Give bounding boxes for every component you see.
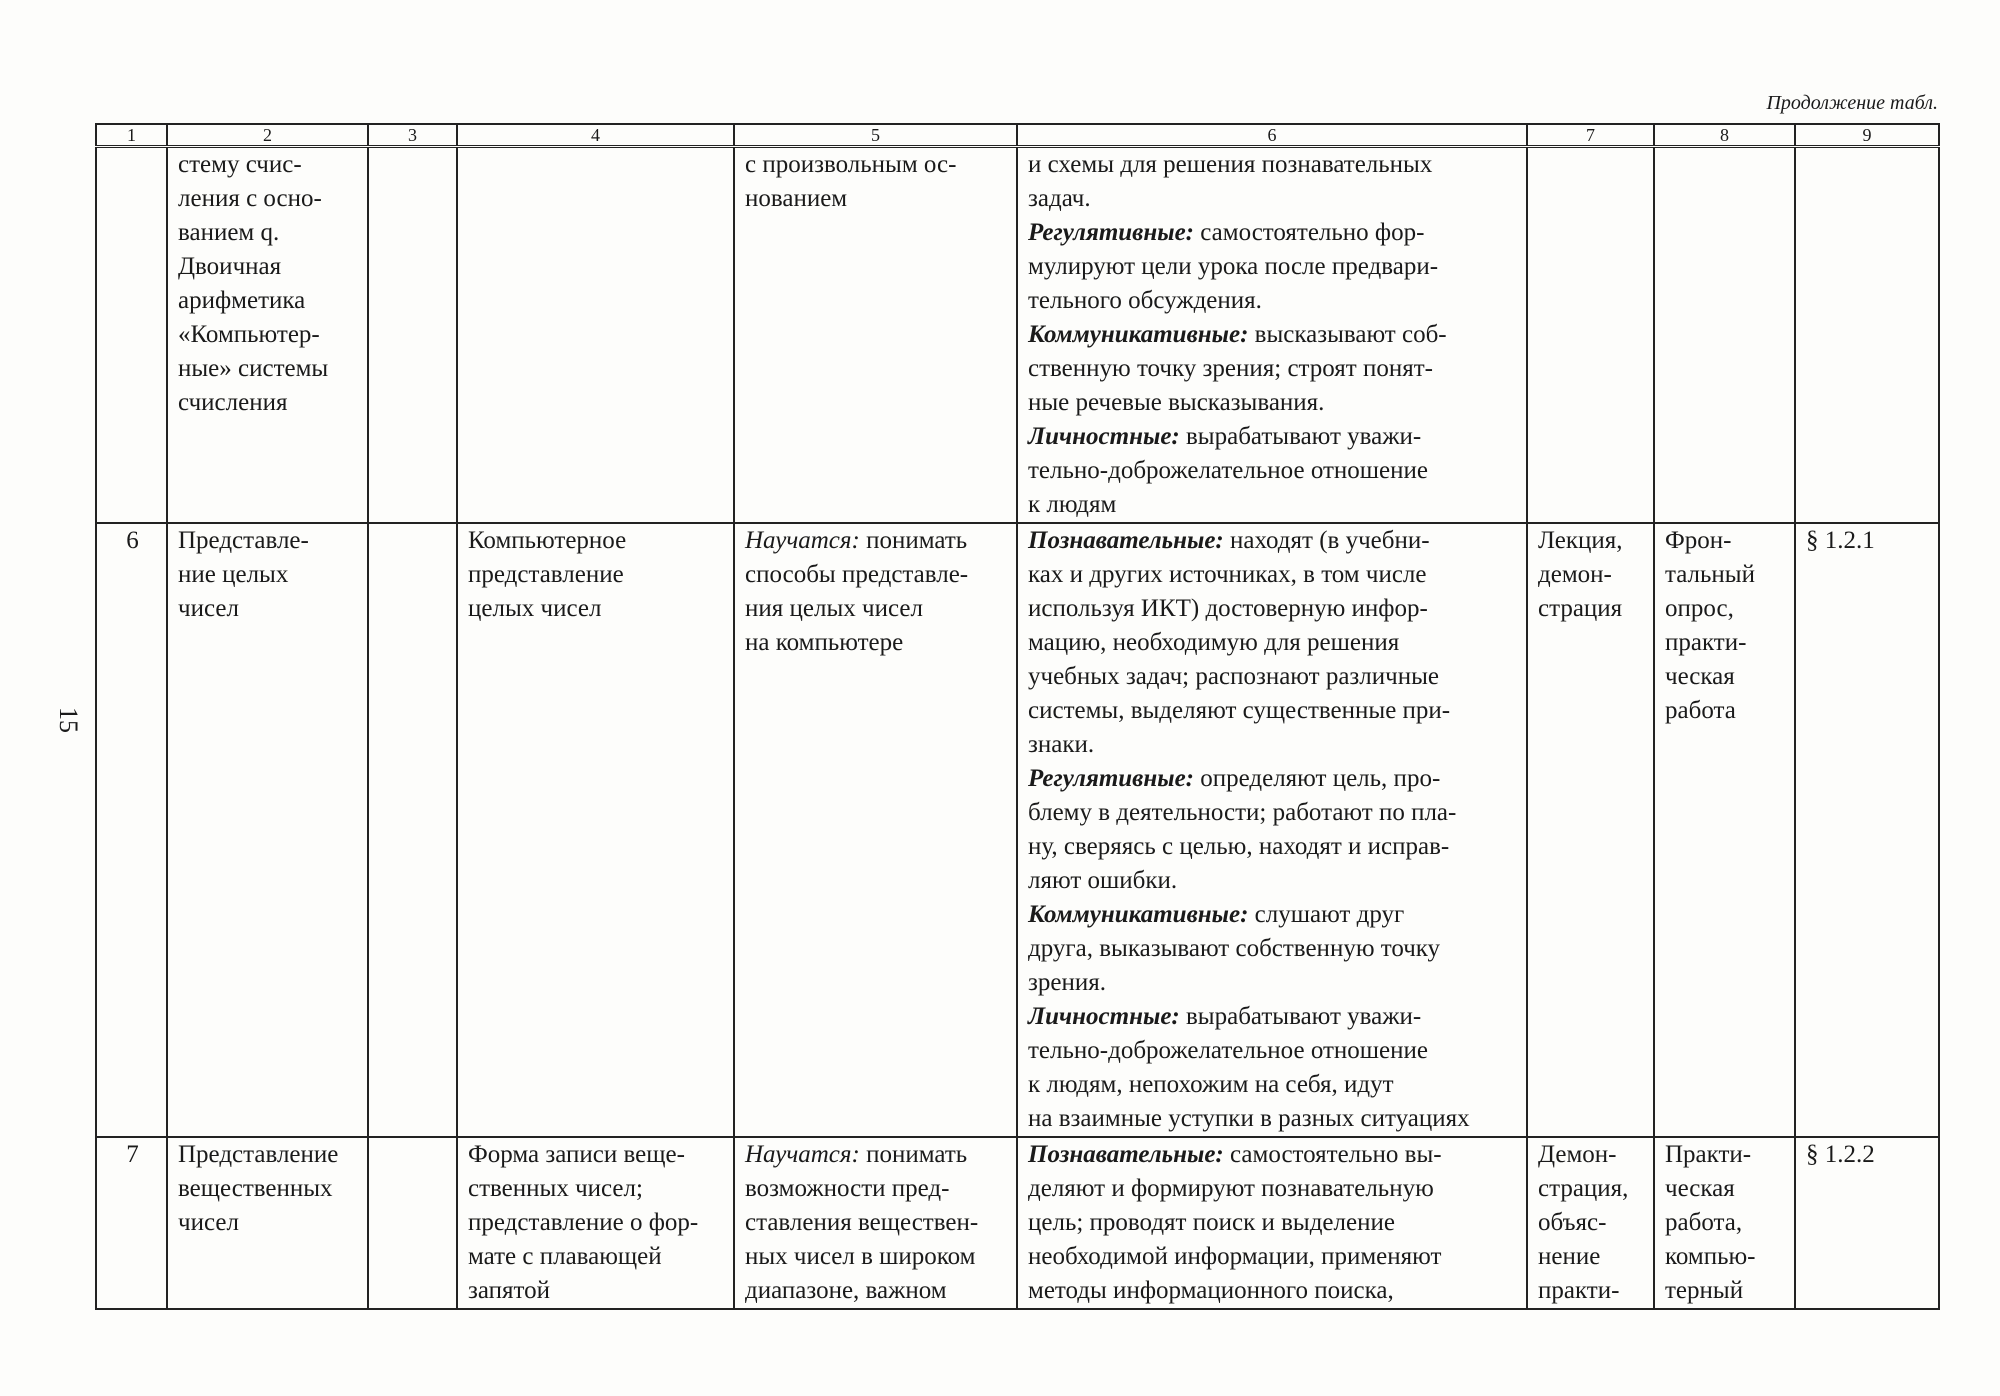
- uud-line: [1028, 386, 1518, 420]
- cell-text: и схемы для решения познавательных: [1028, 151, 1433, 178]
- cell-line: [468, 592, 725, 626]
- column-header: 3: [368, 124, 457, 147]
- cell-line: [1538, 592, 1645, 626]
- column-3-cell: [368, 147, 457, 524]
- uud-line: [1028, 694, 1518, 728]
- cell-text: компью-: [1665, 1243, 1756, 1270]
- cell-line: [1665, 1274, 1786, 1308]
- paragraph-ref: § 1.2.2: [1806, 1141, 1875, 1168]
- cell-text: на компьютере: [745, 629, 904, 656]
- cell-text: зрения.: [1028, 969, 1106, 996]
- cell-line: [468, 524, 725, 558]
- cell-line: [1538, 1206, 1645, 1240]
- cell-text: с произвольным ос-: [745, 151, 957, 178]
- cell-line: [1665, 1172, 1786, 1206]
- lesson-plan-table: [95, 123, 1940, 1310]
- content-cell: [457, 1137, 734, 1309]
- cell-line: [1538, 558, 1645, 592]
- cell-text: ные» системы: [178, 355, 329, 382]
- cell-line: [178, 1206, 359, 1240]
- cell-text: представление: [468, 561, 624, 588]
- cell-line: [468, 1138, 725, 1172]
- cell-line: [745, 592, 1008, 626]
- table-row: [96, 147, 1939, 524]
- lesson-type-cell: [1527, 147, 1654, 524]
- cell-line: [745, 626, 1008, 660]
- cell-text: учебных задач; распознают различные: [1028, 663, 1439, 690]
- column-header: 7: [1527, 124, 1654, 147]
- cell-line: [178, 1172, 359, 1206]
- cell-text: самостоятельно фор-: [1194, 219, 1425, 246]
- uud-line: [1028, 216, 1518, 250]
- content-cell: [457, 147, 734, 524]
- cell-line: [178, 1138, 359, 1172]
- cell-text: понимать: [859, 1141, 968, 1168]
- column-header: 6: [1017, 124, 1527, 147]
- cell-text: Представле-: [178, 527, 309, 554]
- uud-category-label: Личностные:: [1028, 423, 1180, 450]
- uud-line: [1028, 318, 1518, 352]
- table-header-row: [96, 124, 1939, 147]
- uud-line: [1028, 592, 1518, 626]
- cell-text: Компьютерное: [468, 527, 627, 554]
- cell-text: ну, сверяясь с целью, находят и исправ-: [1028, 833, 1450, 860]
- cell-text: ческая: [1665, 1175, 1735, 1202]
- cell-text: ные речевые высказывания.: [1028, 389, 1325, 416]
- cell-text: Форма записи веще-: [468, 1141, 685, 1168]
- uud-category-label: Познавательные:: [1028, 1141, 1224, 1168]
- column-header: 2: [167, 124, 368, 147]
- uud-line: [1028, 898, 1518, 932]
- cell-line: [178, 148, 359, 182]
- uud-line: [1028, 830, 1518, 864]
- cell-text: тальный: [1665, 561, 1755, 588]
- cell-text: самостоятельно вы-: [1223, 1141, 1442, 1168]
- cell-line: [1538, 1274, 1645, 1308]
- cell-line: [1665, 694, 1786, 728]
- uud-line: [1028, 1068, 1518, 1102]
- lesson-type-cell: [1527, 523, 1654, 1137]
- cell-text: стему счис-: [178, 151, 302, 178]
- learning-label: Научатся:: [745, 1141, 860, 1168]
- cell-text: тельно-доброжелательное отношение: [1028, 457, 1428, 484]
- cell-text: Демон-: [1538, 1141, 1617, 1168]
- cell-text: чисел: [178, 1209, 239, 1236]
- cell-text: понимать: [859, 527, 968, 554]
- uud-line: [1028, 1102, 1518, 1136]
- cell-line: [1538, 1240, 1645, 1274]
- cell-text: мулируют цели урока после предвари-: [1028, 253, 1439, 280]
- column-header: 5: [734, 124, 1017, 147]
- uud-line: [1028, 626, 1518, 660]
- subject-results-cell: [734, 1137, 1017, 1309]
- learning-label: Научатся:: [745, 527, 860, 554]
- uud-line: [1028, 1172, 1518, 1206]
- cell-text: ванием q.: [178, 219, 280, 246]
- cell-text: страция: [1538, 595, 1623, 622]
- cell-line: [468, 1172, 725, 1206]
- cell-text: мате с плавающей: [468, 1243, 662, 1270]
- uud-line: [1028, 182, 1518, 216]
- uud-line: [1028, 762, 1518, 796]
- uud-cell: [1017, 147, 1527, 524]
- cell-text: тельно-доброжелательное отношение: [1028, 1037, 1428, 1064]
- uud-line: [1028, 864, 1518, 898]
- cell-text: Двоичная: [178, 253, 282, 280]
- column-3-cell: [368, 523, 457, 1137]
- column-header: 9: [1795, 124, 1939, 147]
- cell-text: чисел: [178, 595, 239, 622]
- cell-text: слушают друг: [1248, 901, 1405, 928]
- cell-text: запятой: [468, 1277, 550, 1304]
- cell-text: на взаимные уступки в разных ситуациях: [1028, 1105, 1470, 1132]
- cell-text: ческая: [1665, 663, 1735, 690]
- content-cell: [457, 523, 734, 1137]
- paragraph-cell: [1795, 523, 1939, 1137]
- lesson-number: 6: [126, 527, 139, 554]
- cell-text: демон-: [1538, 561, 1612, 588]
- uud-line: [1028, 1138, 1518, 1172]
- uud-line: [1028, 1274, 1518, 1308]
- uud-line: [1028, 728, 1518, 762]
- cell-line: [1665, 592, 1786, 626]
- cell-text: Лекция,: [1538, 527, 1623, 554]
- uud-category-label: Коммуникативные:: [1028, 321, 1249, 348]
- cell-line: [178, 352, 359, 386]
- paragraph-cell: [1795, 147, 1939, 524]
- uud-line: [1028, 454, 1518, 488]
- uud-line: [1028, 488, 1518, 522]
- cell-text: страция,: [1538, 1175, 1629, 1202]
- uud-line: [1028, 660, 1518, 694]
- cell-text: арифметика: [178, 287, 306, 314]
- cell-text: определяют цель, про-: [1194, 765, 1441, 792]
- page-number: 15: [54, 707, 83, 733]
- uud-category-label: Регулятивные:: [1028, 219, 1194, 246]
- cell-line: [178, 318, 359, 352]
- uud-line: [1028, 1000, 1518, 1034]
- cell-line: [745, 1172, 1008, 1206]
- cell-text: ставления веществен-: [745, 1209, 979, 1236]
- cell-line: [1538, 1172, 1645, 1206]
- uud-line: [1028, 148, 1518, 182]
- cell-text: ных чисел в широком: [745, 1243, 976, 1270]
- cell-line: [745, 148, 1008, 182]
- cell-text: необходимой информации, применяют: [1028, 1243, 1442, 1270]
- uud-line: [1028, 1240, 1518, 1274]
- cell-text: ние целых: [178, 561, 289, 588]
- uud-line: [1028, 558, 1518, 592]
- cell-text: Представление: [178, 1141, 339, 1168]
- cell-line: [178, 182, 359, 216]
- subject-results-cell: [734, 147, 1017, 524]
- cell-text: к людям: [1028, 491, 1117, 518]
- uud-line: [1028, 420, 1518, 454]
- column-header: 8: [1654, 124, 1795, 147]
- cell-text: мацию, необходимую для решения: [1028, 629, 1400, 656]
- cell-text: вещественных: [178, 1175, 333, 1202]
- cell-line: [1538, 524, 1645, 558]
- cell-text: задач.: [1028, 185, 1091, 212]
- cell-text: блему в деятельности; работают по пла-: [1028, 799, 1457, 826]
- uud-category-label: Коммуникативные:: [1028, 901, 1249, 928]
- cell-line: [745, 1138, 1008, 1172]
- cell-line: [178, 592, 359, 626]
- cell-line: [178, 386, 359, 420]
- cell-line: [178, 284, 359, 318]
- paragraph-ref: § 1.2.1: [1806, 527, 1875, 554]
- cell-line: [1665, 524, 1786, 558]
- cell-text: цель; проводят поиск и выделение: [1028, 1209, 1395, 1236]
- cell-text: возможности пред-: [745, 1175, 950, 1202]
- subject-results-cell: [734, 523, 1017, 1137]
- cell-text: ляют ошибки.: [1028, 867, 1178, 894]
- uud-category-label: Регулятивные:: [1028, 765, 1194, 792]
- cell-text: находят (в учебни-: [1223, 527, 1430, 554]
- lesson-number: 7: [126, 1141, 139, 1168]
- uud-line: [1028, 352, 1518, 386]
- cell-text: методы информационного поиска,: [1028, 1277, 1394, 1304]
- cell-text: системы, выделяют существенные при-: [1028, 697, 1451, 724]
- cell-line: [745, 1206, 1008, 1240]
- cell-text: опрос,: [1665, 595, 1734, 622]
- cell-text: деляют и формируют познавательную: [1028, 1175, 1434, 1202]
- uud-category-label: Познавательные:: [1028, 527, 1224, 554]
- lesson-number-cell: [96, 523, 167, 1137]
- control-form-cell: [1654, 1137, 1795, 1309]
- cell-line: [468, 1206, 725, 1240]
- table-continuation-caption: Продолжение табл.: [1766, 92, 1938, 114]
- table-row: [96, 1137, 1939, 1309]
- cell-text: ления с осно-: [178, 185, 322, 212]
- control-form-cell: [1654, 147, 1795, 524]
- column-3-cell: [368, 1137, 457, 1309]
- uud-line: [1028, 524, 1518, 558]
- paragraph-cell: [1795, 1137, 1939, 1309]
- cell-text: диапазоне, важном: [745, 1277, 947, 1304]
- cell-line: [178, 216, 359, 250]
- uud-line: [1028, 796, 1518, 830]
- uud-line: [1028, 1034, 1518, 1068]
- cell-text: представление о фор-: [468, 1209, 699, 1236]
- control-form-cell: [1654, 523, 1795, 1137]
- cell-text: знаки.: [1028, 731, 1095, 758]
- cell-line: [745, 1240, 1008, 1274]
- table-row: [96, 523, 1939, 1137]
- cell-text: вырабатывают уважи-: [1179, 1003, 1422, 1030]
- cell-text: высказывают соб-: [1248, 321, 1447, 348]
- cell-text: целых чисел: [468, 595, 602, 622]
- cell-line: [178, 558, 359, 592]
- cell-line: [468, 558, 725, 592]
- cell-line: [178, 250, 359, 284]
- uud-line: [1028, 250, 1518, 284]
- cell-line: [1665, 1138, 1786, 1172]
- cell-text: работа: [1665, 697, 1736, 724]
- cell-line: [745, 558, 1008, 592]
- column-header: 1: [96, 124, 167, 147]
- lesson-type-cell: [1527, 1137, 1654, 1309]
- cell-text: Практи-: [1665, 1141, 1752, 1168]
- cell-line: [1538, 1138, 1645, 1172]
- cell-text: тельного обсуждения.: [1028, 287, 1262, 314]
- cell-line: [745, 182, 1008, 216]
- cell-text: «Компьютер-: [178, 321, 320, 348]
- cell-text: объяс-: [1538, 1209, 1607, 1236]
- cell-text: работа,: [1665, 1209, 1743, 1236]
- lesson-number-cell: [96, 147, 167, 524]
- cell-text: нение: [1538, 1243, 1601, 1270]
- cell-line: [1665, 1240, 1786, 1274]
- topic-cell: [167, 523, 368, 1137]
- uud-line: [1028, 932, 1518, 966]
- cell-line: [468, 1274, 725, 1308]
- topic-cell: [167, 147, 368, 524]
- cell-line: [1665, 660, 1786, 694]
- cell-text: Фрон-: [1665, 527, 1732, 554]
- cell-text: ственную точку зрения; строят понят-: [1028, 355, 1433, 382]
- cell-line: [468, 1240, 725, 1274]
- cell-text: ках и других источниках, в том числе: [1028, 561, 1427, 588]
- cell-text: нованием: [745, 185, 848, 212]
- cell-text: друга, выказывают собственную точку: [1028, 935, 1441, 962]
- uud-cell: [1017, 1137, 1527, 1309]
- cell-line: [745, 524, 1008, 558]
- uud-cell: [1017, 523, 1527, 1137]
- topic-cell: [167, 1137, 368, 1309]
- cell-text: терный: [1665, 1277, 1744, 1304]
- cell-text: к людям, непохожим на себя, идут: [1028, 1071, 1394, 1098]
- cell-text: вырабатывают уважи-: [1179, 423, 1422, 450]
- cell-line: [178, 524, 359, 558]
- cell-text: счисления: [178, 389, 288, 416]
- uud-category-label: Личностные:: [1028, 1003, 1180, 1030]
- cell-text: ния целых чисел: [745, 595, 923, 622]
- cell-text: используя ИКТ) достоверную инфор-: [1028, 595, 1428, 622]
- column-header: 4: [457, 124, 734, 147]
- cell-line: [1665, 626, 1786, 660]
- uud-line: [1028, 1206, 1518, 1240]
- uud-line: [1028, 966, 1518, 1000]
- cell-text: практи-: [1538, 1277, 1620, 1304]
- cell-line: [745, 1274, 1008, 1308]
- lesson-number-cell: [96, 1137, 167, 1309]
- cell-text: ственных чисел;: [468, 1175, 643, 1202]
- cell-line: [1665, 558, 1786, 592]
- cell-text: практи-: [1665, 629, 1747, 656]
- uud-line: [1028, 284, 1518, 318]
- cell-line: [1665, 1206, 1786, 1240]
- cell-text: способы представле-: [745, 561, 969, 588]
